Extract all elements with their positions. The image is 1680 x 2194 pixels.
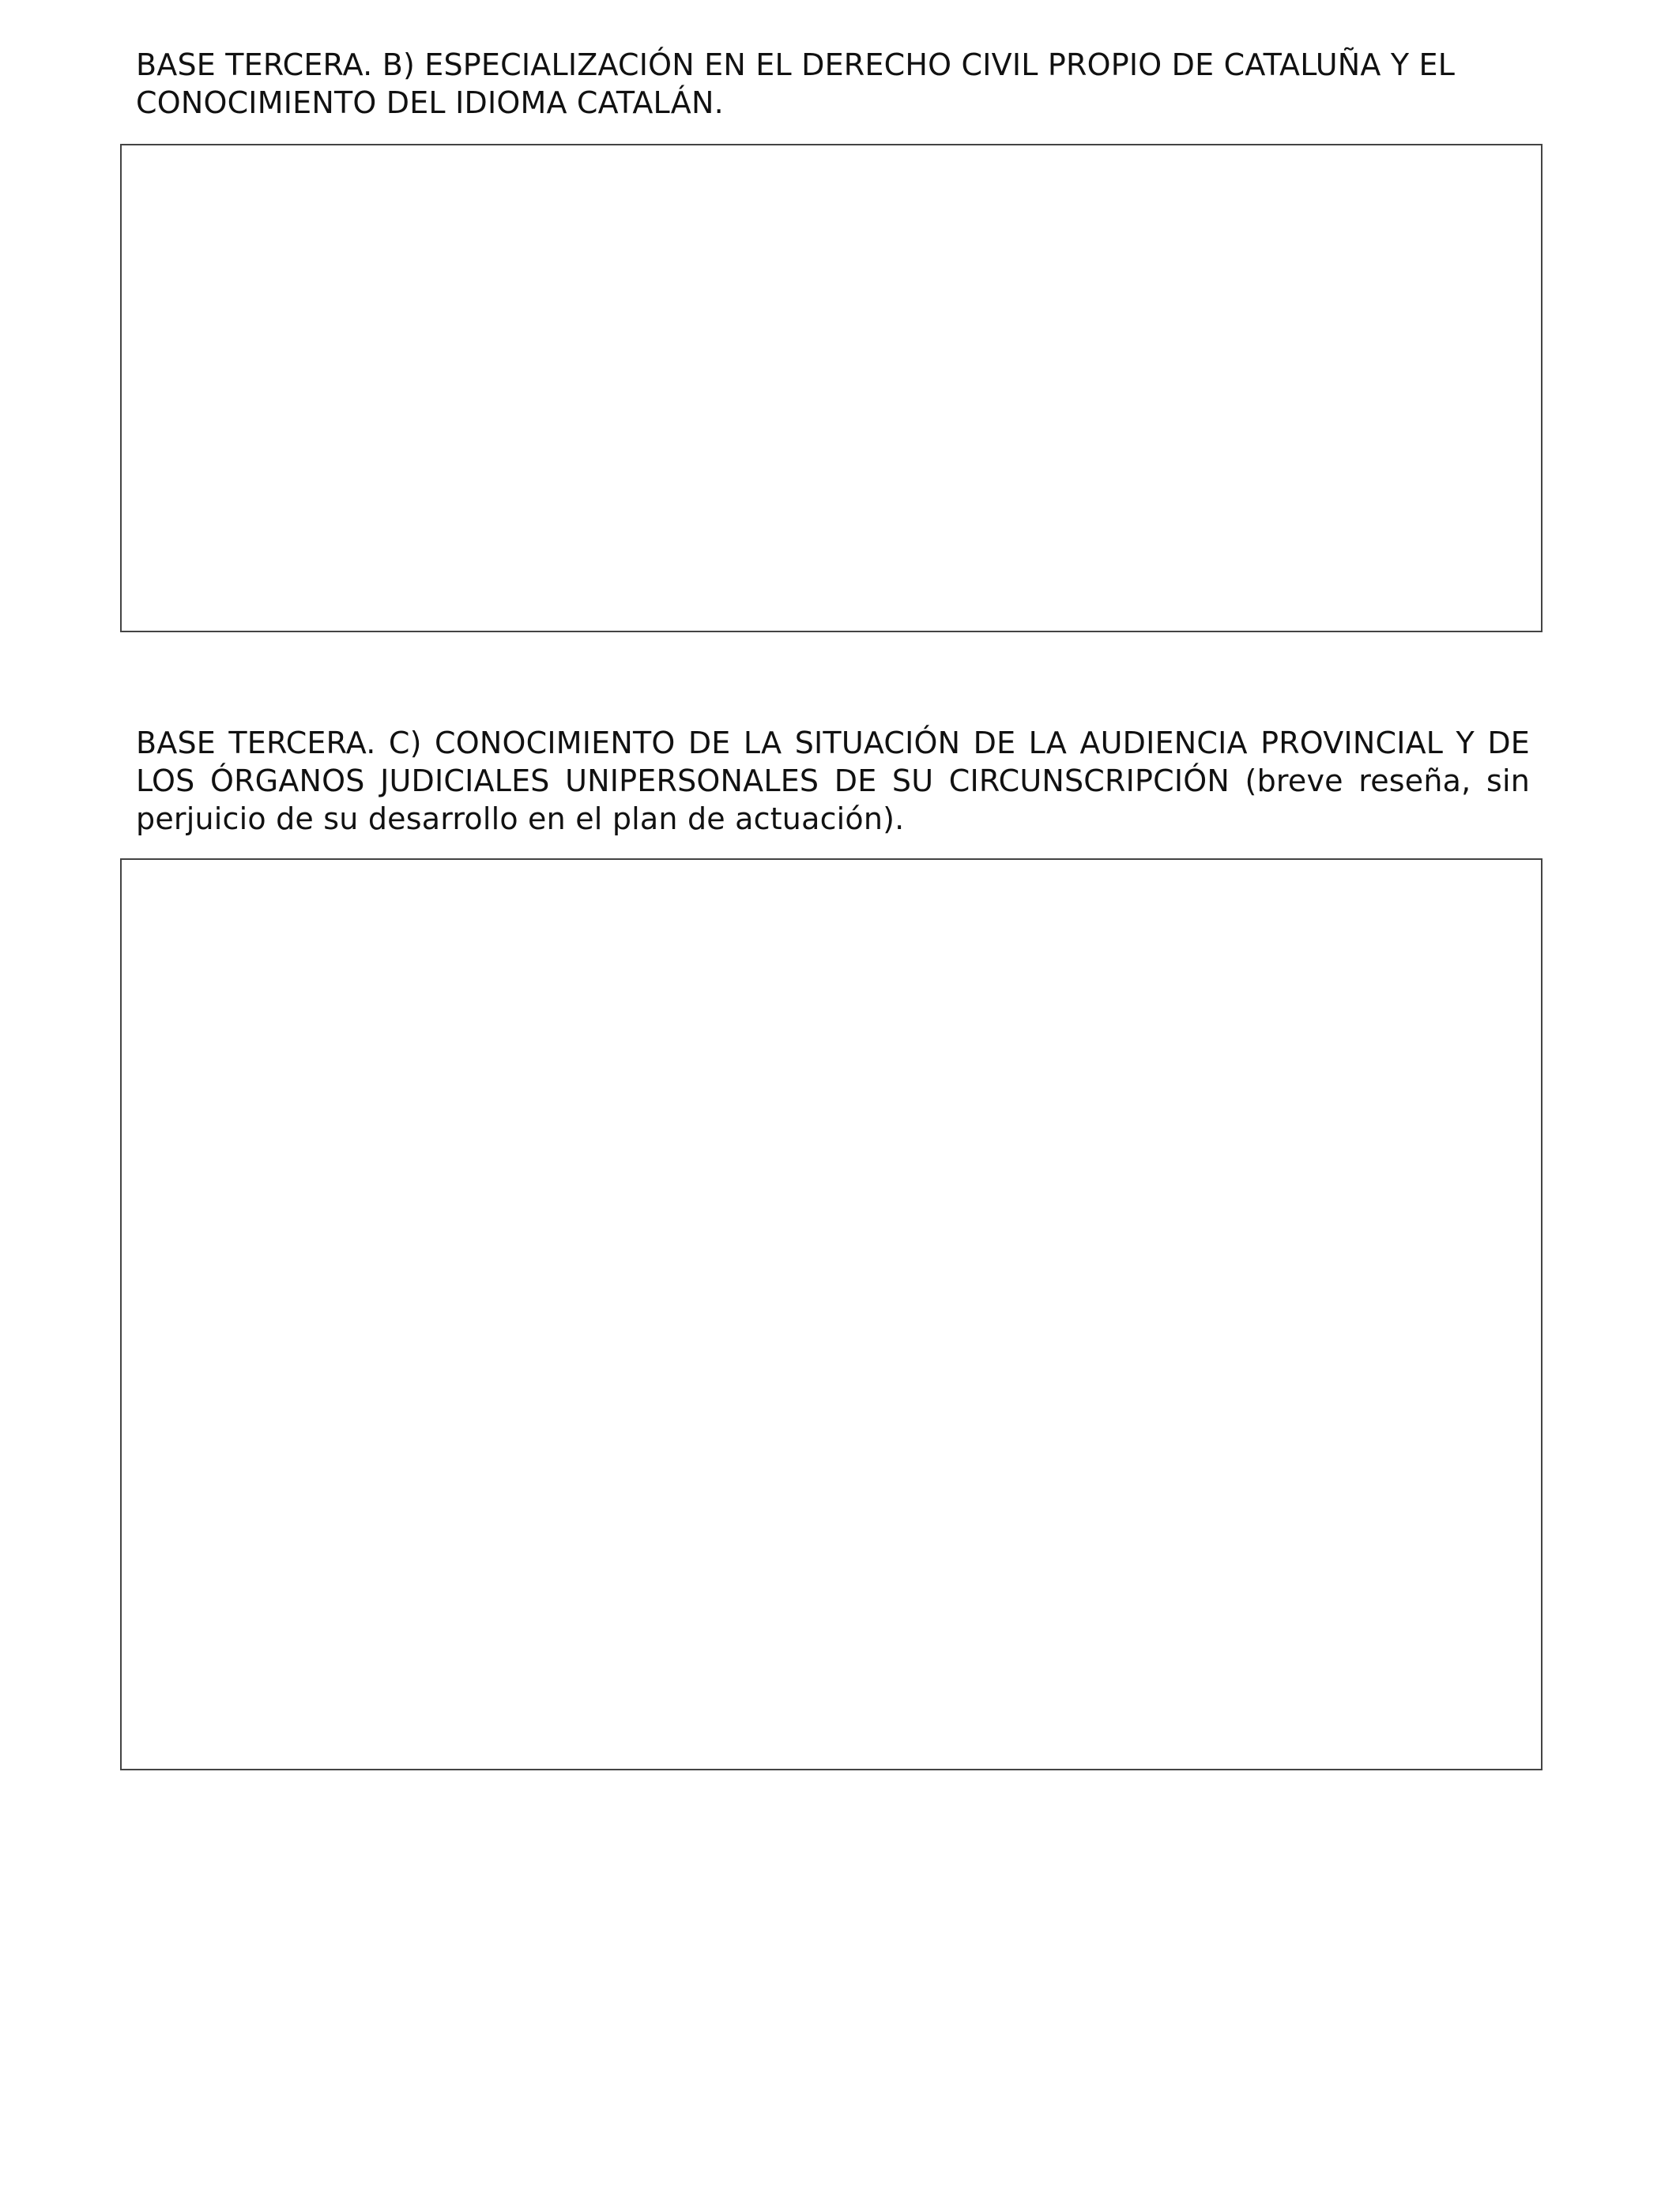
section-b-answer-box[interactable] — [120, 144, 1543, 632]
section-b-heading: BASE TERCERA. B) ESPECIALIZACIÓN EN EL DERECHO CIVIL PROPIO DE CATALUÑA Y EL CONOCIMIENTO DEL IDIOMA CATALÁN. — [136, 47, 1456, 120]
section-c-answer-box[interactable] — [120, 858, 1543, 1770]
section-c-heading: BASE TERCERA. C) CONOCIMIENTO DE LA SITUACIÓN DE LA AUDIENCIA PROVINCIAL Y DE LOS ÓRGANOS JUDICIALES UNIPERSONALES DE SU CIRCUNSCRIPCIÓN (breve reseña, sin perjuicio de su desarrollo en el plan de actuación). — [136, 726, 1530, 836]
